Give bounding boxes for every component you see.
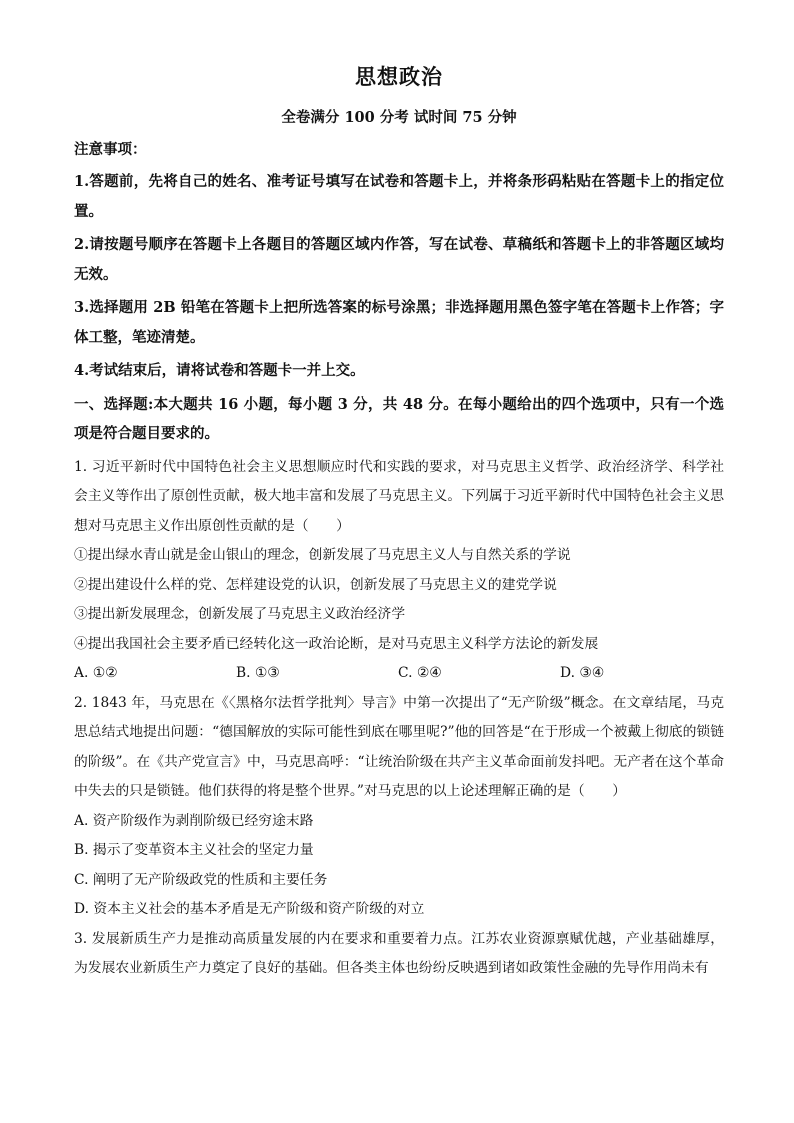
question-statement: ③提出新发展理念，创新发展了马克思主义政治经济学 [74, 606, 406, 622]
note-item: 1.答题前，先将自己的姓名、准考证号填写在试卷和答题卡上，并将条形码粘贴在答题卡上的指定位置。 [74, 173, 724, 220]
question-3 [74, 925, 724, 984]
page-title: 思想政治 [355, 64, 443, 89]
question-1 [74, 453, 724, 689]
question-stem: 3. 发展新质生产力是推动高质量发展的内在要求和重要着力点。江苏农业资源禀赋优越，产业基础雄厚，为发展农业新质生产力奠定了良好的基础。但各类主体也纷纷反映遇到诸如政策性金融的先导作用尚未有 [74, 930, 724, 976]
option-d: D. 资本主义社会的基本矛盾是无产阶级和资产阶级的对立 [74, 901, 425, 917]
question-statement: ①提出绿水青山就是金山银山的理念，创新发展了马克思主义人与自然关系的学说 [74, 547, 571, 563]
exam-subtitle: 全卷满分 100 分考 试时间 75 分钟 [281, 109, 517, 126]
option-c: C. ②④ [398, 665, 442, 681]
option-d: D. ③④ [560, 665, 605, 681]
question-stem: 2. 1843 年，马克思在《〈黑格尔法哲学批判〉导言》中第一次提出了“无产阶级”概念。在文章结尾，马克思总结式地提出问题：“德国解放的实际可能性到底在哪里呢?”他的回答是“在于形成一个被戴上彻底的锁链的阶级”。在《共产党宣言》中，马克思高呼：“让统治阶级在共产主义革命面前发抖吧。无产者在这个革命中失去的只是锁链。他们获得的将是整个世界。”对马克思的以上论述理解正确的是（ ） [74, 694, 724, 799]
option-b: B. ①③ [236, 665, 280, 681]
option-a: A. ①② [74, 665, 118, 681]
note-item: 2.请按题号顺序在答题卡上各题目的答题区域内作答，写在试卷、草稿纸和答题卡上的非答题区域均无效。 [74, 236, 724, 283]
section-title: 一、选择题:本大题共 16 小题，每小题 3 分，共 48 分。在每小题给出的四个选项中，只有一个选项是符合题目要求的。 [74, 395, 724, 442]
exam-page [74, 62, 724, 984]
question-stem: 1. 习近平新时代中国特色社会主义思想顺应时代和实践的要求，对马克思主义哲学、政治经济学、科学社会主义等作出了原创性贡献，极大地丰富和发展了马克思主义。下列属于习近平新时代中国特色社会主义思想对马克思主义作出原创性贡献的是（ ） [74, 458, 724, 534]
option-c: C. 阐明了无产阶级政党的性质和主要任务 [74, 871, 328, 888]
question-statement: ②提出建设什么样的党、怎样建设党的认识，创新发展了马克思主义的建党学说 [74, 576, 557, 593]
notes-header: 注意事项： [74, 141, 147, 158]
note-item: 4.考试结束后，请将试卷和答题卡一并上交。 [74, 362, 365, 379]
question-statement: ④提出我国社会主要矛盾已经转化这一政治论断，是对马克思主义科学方法论的新发展 [74, 635, 599, 652]
option-a: A. 资产阶级作为剥削阶级已经穷途末路 [74, 812, 314, 829]
option-b: B. 揭示了变革资本主义社会的坚定力量 [74, 842, 314, 858]
options-row [74, 659, 724, 689]
note-item: 3.选择题用 2B 铅笔在答题卡上把所选答案的标号涂黑；非选择题用黑色签字笔在答题卡上作答；字体工整，笔迹清楚。 [74, 299, 724, 346]
question-2 [74, 689, 724, 925]
